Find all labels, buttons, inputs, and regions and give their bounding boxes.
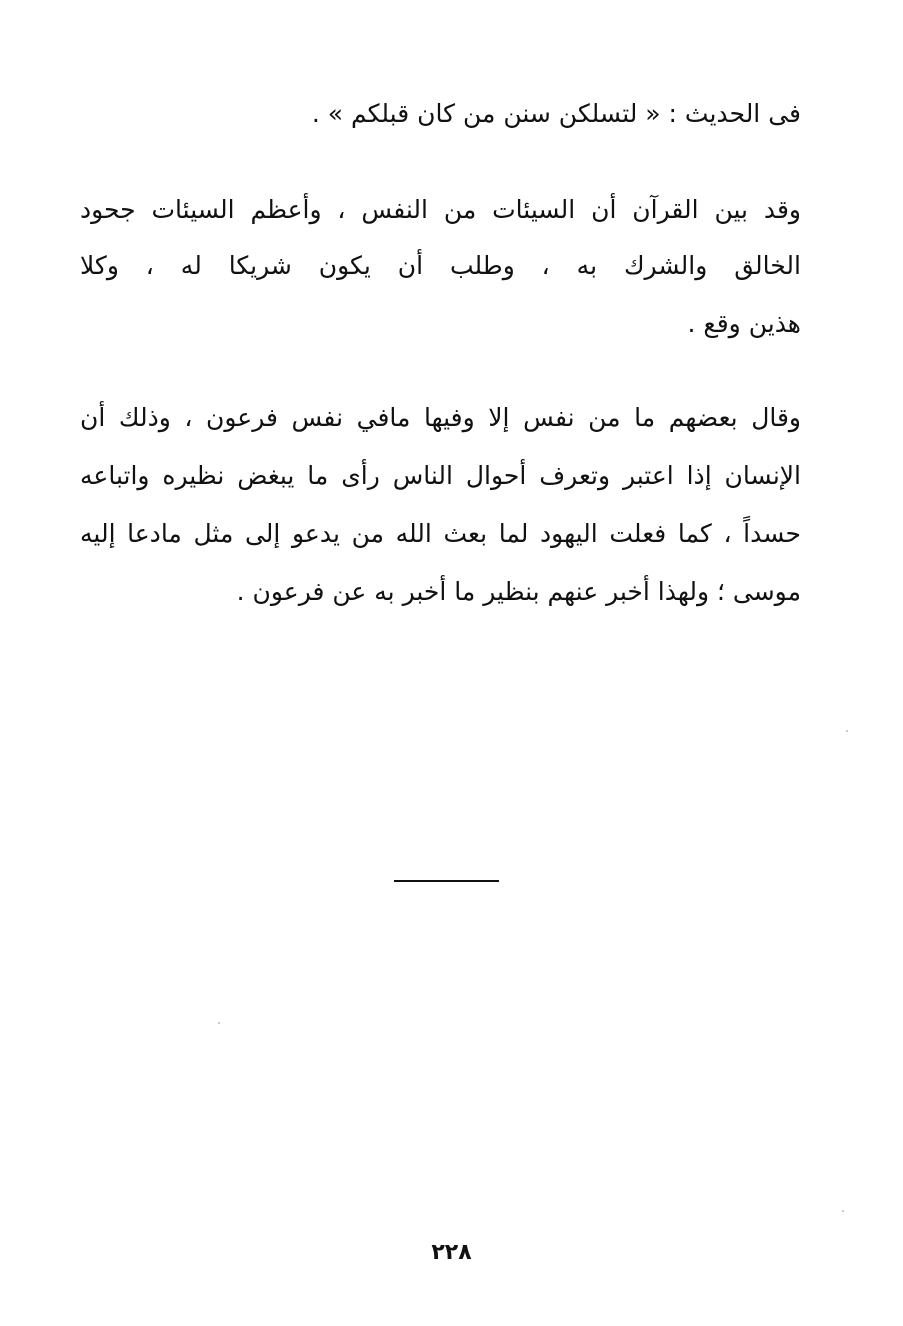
paragraph-2-line-1: وقد بين القرآن أن السيئات من النفس ، وأعظم السيئات جحود (80, 195, 801, 224)
paragraph-3-line-1: وقال بعضهم ما من نفس إلا وفيها مافي نفس فرعون ، وذلك أن (80, 403, 801, 432)
scan-speck (218, 1022, 220, 1024)
section-divider (394, 880, 499, 882)
paragraph-3-line-3: حسداً ، كما فعلت اليهود لما بعث الله من يدعو إلى مثل مادعا إليه (80, 519, 801, 548)
paragraph-2-line-2: الخالق والشرك به ، وطلب أن يكون شريكا له ، وكلا (80, 251, 801, 280)
scan-speck (842, 1210, 844, 1212)
paragraph-1-line-1: فى الحديث : « لتسلكن سنن من كان قبلكم » . (311, 99, 801, 128)
page-number: ٢٢٨ (431, 1240, 472, 1265)
paragraph-2-line-3: هذين وقع . (687, 309, 801, 338)
scan-speck (846, 730, 848, 732)
paragraph-3-line-2: الإنسان إذا اعتبر وتعرف أحوال الناس رأى ما يبغض نظيره واتباعه (80, 461, 801, 490)
paragraph-3-line-4: موسى ؛ ولهذا أخبر عنهم بنظير ما أخبر به عن فرعون . (236, 577, 801, 606)
